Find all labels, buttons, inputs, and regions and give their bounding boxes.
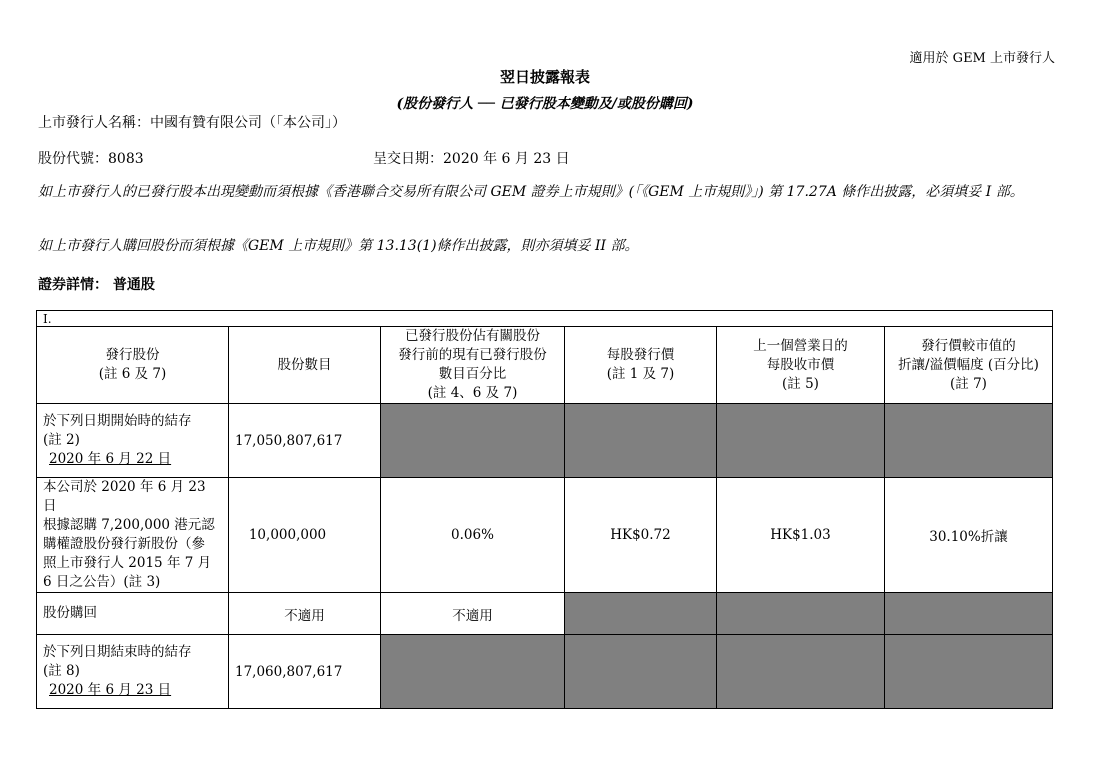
opening-balance-row [37,404,1053,478]
opening-balance-label [37,404,229,478]
buyback-shares: 不適用 [229,593,381,635]
shaded-cell [885,404,1053,478]
header-row [37,327,1053,404]
header-line: 發行股份 [105,347,160,363]
header-line: 股份數目 [277,356,332,373]
issue-row [37,478,1053,593]
label-line: (註 8) [43,663,80,679]
shaded-cell [381,635,565,709]
header-line: 每股收市價 [766,356,835,373]
submission-date: 呈交日期：2020 年 6 月 23 日 [373,151,570,167]
shaded-cell [717,635,885,709]
label-line: 於下列日期開始時的結存 [43,413,192,429]
closing-balance-row [37,635,1053,709]
discount-value: 30.10%折讓 [885,478,1053,593]
part-row [37,311,1053,327]
buyback-label: 股份購回 [37,593,229,635]
header-line: 發行前的現有已發行股份 [398,347,547,363]
instruction-part-1: 如上市發行人的已發行股本出現變動而須根據《香港聯合交易所有限公司 GEM 證券上市規則》(「《GEM 上市規則》」) 第 17.27A 條作出披露，必須填妥 I 部。 [38,184,1024,200]
issue-shares: 10,000,000 [229,478,381,593]
instruction-part-2: 如上市發行人購回股份而須根據《GEM 上市規則》第 13.13(1)條作出披露，則亦須填妥 II 部。 [38,238,639,254]
header-line: 發行價較市值的 [921,337,1016,354]
securities-table [36,310,1053,709]
shaded-cell [565,404,717,478]
header-line: (註 5) [782,375,819,392]
header-share-count [229,327,381,404]
header-line: 每股發行價 [606,347,675,363]
header-issue-price [565,327,717,404]
buyback-row [37,593,1053,635]
closing-date: 2020 年 6 月 23 日 [49,682,172,698]
header-discount [885,327,1053,404]
issue-percentage: 0.06% [381,478,565,593]
header-closing-price [717,327,885,404]
closing-shares: 17,060,807,617 [229,635,381,709]
header-line: (註 6 及 7) [98,366,167,382]
closing-balance-label [37,635,229,709]
shaded-cell [885,593,1053,635]
section-title: 證券詳情： 普通股 [38,277,155,293]
issue-price: HK$0.72 [565,478,717,593]
header-line: (註 4、6 及 7) [427,385,518,401]
stock-code: 股份代號：8083 [38,151,144,167]
issue-label [37,478,229,593]
header-line: 數目百分比 [438,366,507,382]
header-percentage [381,327,565,404]
label-line: 於下列日期結束時的結存 [43,644,192,660]
issuer-name: 上市發行人名稱：中國有贊有限公司（「本公司」） [38,115,346,131]
shaded-cell [565,635,717,709]
part-label: I. [37,311,1053,327]
label-line: 購權證股份發行新股份（參 [43,536,205,552]
buyback-percentage: 不適用 [381,593,565,635]
header-line: (註 7) [950,375,987,392]
opening-date: 2020 年 6 月 22 日 [49,451,172,467]
label-line: 6 日之公告）(註 3) [43,574,161,590]
applicability-note: 適用於 GEM 上市發行人 [909,51,1055,66]
shaded-cell [565,593,717,635]
label-line: 根據認購 7,200,000 港元認 [43,517,215,533]
header-line: 折讓/溢價幅度 (百分比) [898,356,1039,373]
header-issued-shares [37,327,229,404]
header-line: 上一個營業日的 [753,337,848,354]
opening-shares: 17,050,807,617 [229,404,381,478]
shaded-cell [885,635,1053,709]
page-title: 翌日披露報表 [499,68,590,86]
shaded-cell [717,404,885,478]
label-line: 本公司於 2020 年 6 月 23 日 [43,479,206,514]
closing-price: HK$1.03 [717,478,885,593]
page-subtitle: (股份發行人 ── 已發行股本變動及/或股份購回) [396,96,694,112]
label-line: (註 2) [43,432,80,448]
shaded-cell [717,593,885,635]
header-line: 已發行股份佔有關股份 [405,328,540,344]
label-line: 照上市發行人 2015 年 7 月 [43,555,212,571]
header-line: (註 1 及 7) [606,366,675,382]
shaded-cell [381,404,565,478]
